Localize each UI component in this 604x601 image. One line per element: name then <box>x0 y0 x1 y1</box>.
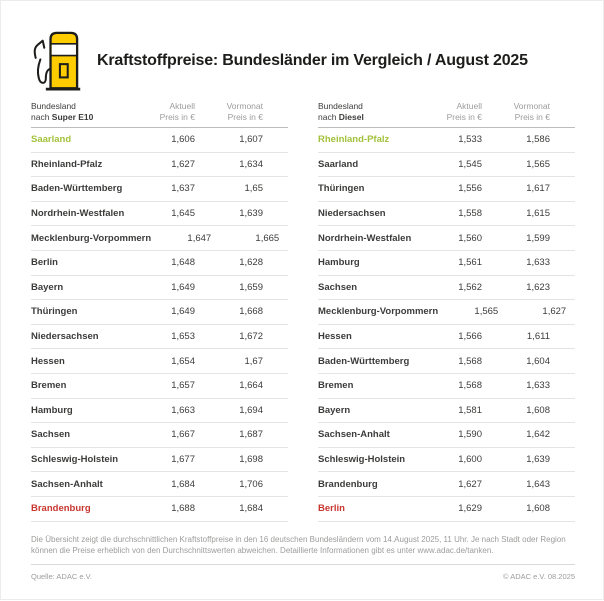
table-row <box>31 349 288 374</box>
table-row <box>318 349 575 374</box>
state-name: Brandenburg <box>31 503 91 515</box>
state-name: Baden-Württemberg <box>318 355 410 367</box>
price-vormonat: 1,65 <box>244 183 263 195</box>
state-name: Schleswig-Holstein <box>318 454 406 466</box>
fuel-pump-icon <box>31 29 81 93</box>
table-row <box>318 128 575 153</box>
price-aktuell: 1,653 <box>171 331 195 343</box>
state-name: Bayern <box>318 404 351 416</box>
price-vormonat: 1,608 <box>526 503 550 515</box>
price-aktuell: 1,545 <box>458 158 482 170</box>
state-name: Hessen <box>31 355 65 367</box>
price-vormonat: 1,668 <box>239 306 263 318</box>
state-name: Berlin <box>318 503 345 515</box>
table-body-diesel <box>318 128 575 522</box>
table-row <box>318 472 575 497</box>
table-row <box>318 325 575 350</box>
price-aktuell: 1,629 <box>458 503 482 515</box>
price-aktuell: 1,654 <box>171 355 195 367</box>
column-header-aktuell: Aktuell Preis in € <box>446 101 482 122</box>
price-aktuell: 1,558 <box>458 208 482 220</box>
price-aktuell: 1,648 <box>171 257 195 269</box>
copyright-label: © ADAC e.V. 08.2025 <box>503 572 575 581</box>
table-header-diesel <box>318 101 575 128</box>
table-row <box>31 448 288 473</box>
state-name: Baden-Württemberg <box>31 183 123 195</box>
price-vormonat: 1,617 <box>526 183 550 195</box>
state-name: Thüringen <box>318 183 365 195</box>
header <box>31 29 575 93</box>
price-vormonat: 1,623 <box>526 281 550 293</box>
table-row <box>31 325 288 350</box>
table-row <box>31 374 288 399</box>
table-row <box>318 226 575 251</box>
price-aktuell: 1,568 <box>458 380 482 392</box>
price-aktuell: 1,562 <box>458 281 482 293</box>
price-vormonat: 1,687 <box>239 429 263 441</box>
state-name: Mecklenburg-Vorpommern <box>318 306 439 318</box>
price-aktuell: 1,677 <box>171 454 195 466</box>
price-aktuell: 1,533 <box>458 134 482 146</box>
price-aktuell: 1,647 <box>187 232 212 244</box>
column-header-aktuell: Aktuell Preis in € <box>159 101 195 122</box>
table-row <box>31 226 288 251</box>
price-vormonat: 1,633 <box>526 380 550 392</box>
table-row <box>318 374 575 399</box>
table-row <box>318 202 575 227</box>
table-diesel <box>318 101 575 522</box>
price-vormonat: 1,684 <box>239 503 263 515</box>
price-aktuell: 1,663 <box>171 404 195 416</box>
state-name: Nordrhein-Westfalen <box>31 208 125 220</box>
table-header-super-e10 <box>31 101 288 128</box>
price-vormonat: 1,633 <box>526 257 550 269</box>
state-name: Hamburg <box>31 404 73 416</box>
table-row <box>318 300 575 325</box>
table-row <box>318 448 575 473</box>
state-name: Berlin <box>31 257 58 269</box>
price-vormonat: 1,665 <box>255 232 280 244</box>
price-aktuell: 1,561 <box>458 257 482 269</box>
state-name: Brandenburg <box>318 478 378 490</box>
footer-divider <box>31 564 575 565</box>
state-name: Niedersachsen <box>31 331 99 343</box>
price-aktuell: 1,627 <box>171 158 195 170</box>
state-name: Nordrhein-Westfalen <box>318 232 412 244</box>
table-row <box>31 202 288 227</box>
price-aktuell: 1,688 <box>171 503 195 515</box>
price-vormonat: 1,634 <box>239 158 263 170</box>
price-tables <box>31 101 575 522</box>
footnote-text: Die Übersicht zeigt die durchschnittlichen Kraftstoffpreise in den 16 deutschen Bundesländern vom 14.August 2025, 11 Uhr. Je nach Stadt oder Region können die Preise erheblich von den Durchschnittswerten abweichen. Detaillierte Informationen gibt es unter www.adac.de/tanken. <box>31 534 566 555</box>
state-name: Rheinland-Pfalz <box>318 134 390 146</box>
price-aktuell: 1,565 <box>474 306 499 318</box>
price-vormonat: 1,639 <box>239 208 263 220</box>
price-vormonat: 1,694 <box>239 404 263 416</box>
state-name: Sachsen-Anhalt <box>31 478 103 490</box>
price-aktuell: 1,568 <box>458 355 482 367</box>
state-name: Schleswig-Holstein <box>31 454 119 466</box>
price-vormonat: 1,642 <box>526 429 550 441</box>
price-vormonat: 1,698 <box>239 454 263 466</box>
price-aktuell: 1,556 <box>458 183 482 195</box>
price-aktuell: 1,649 <box>171 281 195 293</box>
state-name: Bayern <box>31 281 64 293</box>
column-header-bundesland: Bundesland nach Diesel <box>318 101 364 122</box>
price-vormonat: 1,608 <box>526 404 550 416</box>
price-vormonat: 1,643 <box>526 478 550 490</box>
state-name: Rheinland-Pfalz <box>31 158 103 170</box>
table-row <box>318 153 575 178</box>
column-header-vormonat: Vormonat Preis in € <box>226 101 263 122</box>
table-super-e10 <box>31 101 288 522</box>
price-vormonat: 1,565 <box>526 158 550 170</box>
price-aktuell: 1,560 <box>458 232 482 244</box>
state-name: Sachsen <box>318 281 358 293</box>
price-aktuell: 1,606 <box>171 134 195 146</box>
table-row <box>31 472 288 497</box>
state-name: Thüringen <box>31 306 78 318</box>
price-vormonat: 1,639 <box>526 454 550 466</box>
state-name: Saarland <box>31 134 72 146</box>
state-name: Sachsen <box>31 429 71 441</box>
table-row <box>318 423 575 448</box>
table-row <box>31 399 288 424</box>
price-vormonat: 1,599 <box>526 232 550 244</box>
state-name: Saarland <box>318 158 359 170</box>
table-row <box>31 251 288 276</box>
price-aktuell: 1,590 <box>458 429 482 441</box>
state-name: Hessen <box>318 331 352 343</box>
table-body-super-e10 <box>31 128 288 522</box>
state-name: Bremen <box>318 380 354 392</box>
table-row <box>31 497 288 522</box>
table-row <box>318 251 575 276</box>
state-name: Niedersachsen <box>318 208 386 220</box>
price-vormonat: 1,607 <box>239 134 263 146</box>
page-title: Kraftstoffpreise: Bundesländer im Vergleich / August 2025 <box>97 52 528 69</box>
price-vormonat: 1,706 <box>239 478 263 490</box>
price-vormonat: 1,627 <box>542 306 567 318</box>
table-row <box>318 497 575 522</box>
table-row <box>31 153 288 178</box>
price-vormonat: 1,664 <box>239 380 263 392</box>
table-row <box>31 276 288 301</box>
price-aktuell: 1,566 <box>458 331 482 343</box>
price-aktuell: 1,684 <box>171 478 195 490</box>
table-row <box>318 399 575 424</box>
infographic-page <box>1 1 604 601</box>
state-name: Mecklenburg-Vorpommern <box>31 232 152 244</box>
price-vormonat: 1,628 <box>239 257 263 269</box>
price-vormonat: 1,672 <box>239 331 263 343</box>
price-aktuell: 1,637 <box>171 183 195 195</box>
table-row <box>318 177 575 202</box>
column-header-vormonat: Vormonat Preis in € <box>513 101 550 122</box>
price-aktuell: 1,581 <box>458 404 482 416</box>
source-label: Quelle: ADAC e.V. <box>31 572 93 581</box>
table-row <box>31 128 288 153</box>
price-aktuell: 1,600 <box>458 454 482 466</box>
footer <box>31 564 575 581</box>
price-vormonat: 1,586 <box>526 134 550 146</box>
table-row <box>318 276 575 301</box>
price-aktuell: 1,667 <box>171 429 195 441</box>
price-vormonat: 1,659 <box>239 281 263 293</box>
price-aktuell: 1,649 <box>171 306 195 318</box>
price-vormonat: 1,604 <box>526 355 550 367</box>
price-vormonat: 1,67 <box>244 355 263 367</box>
state-name: Sachsen-Anhalt <box>318 429 390 441</box>
price-aktuell: 1,627 <box>458 478 482 490</box>
price-aktuell: 1,645 <box>171 208 195 220</box>
price-aktuell: 1,657 <box>171 380 195 392</box>
state-name: Hamburg <box>318 257 360 269</box>
table-row <box>31 300 288 325</box>
table-row <box>31 423 288 448</box>
price-vormonat: 1,611 <box>526 331 550 343</box>
price-vormonat: 1,615 <box>526 208 550 220</box>
table-row <box>31 177 288 202</box>
state-name: Bremen <box>31 380 67 392</box>
column-header-bundesland: Bundesland nach Super E10 <box>31 101 94 122</box>
